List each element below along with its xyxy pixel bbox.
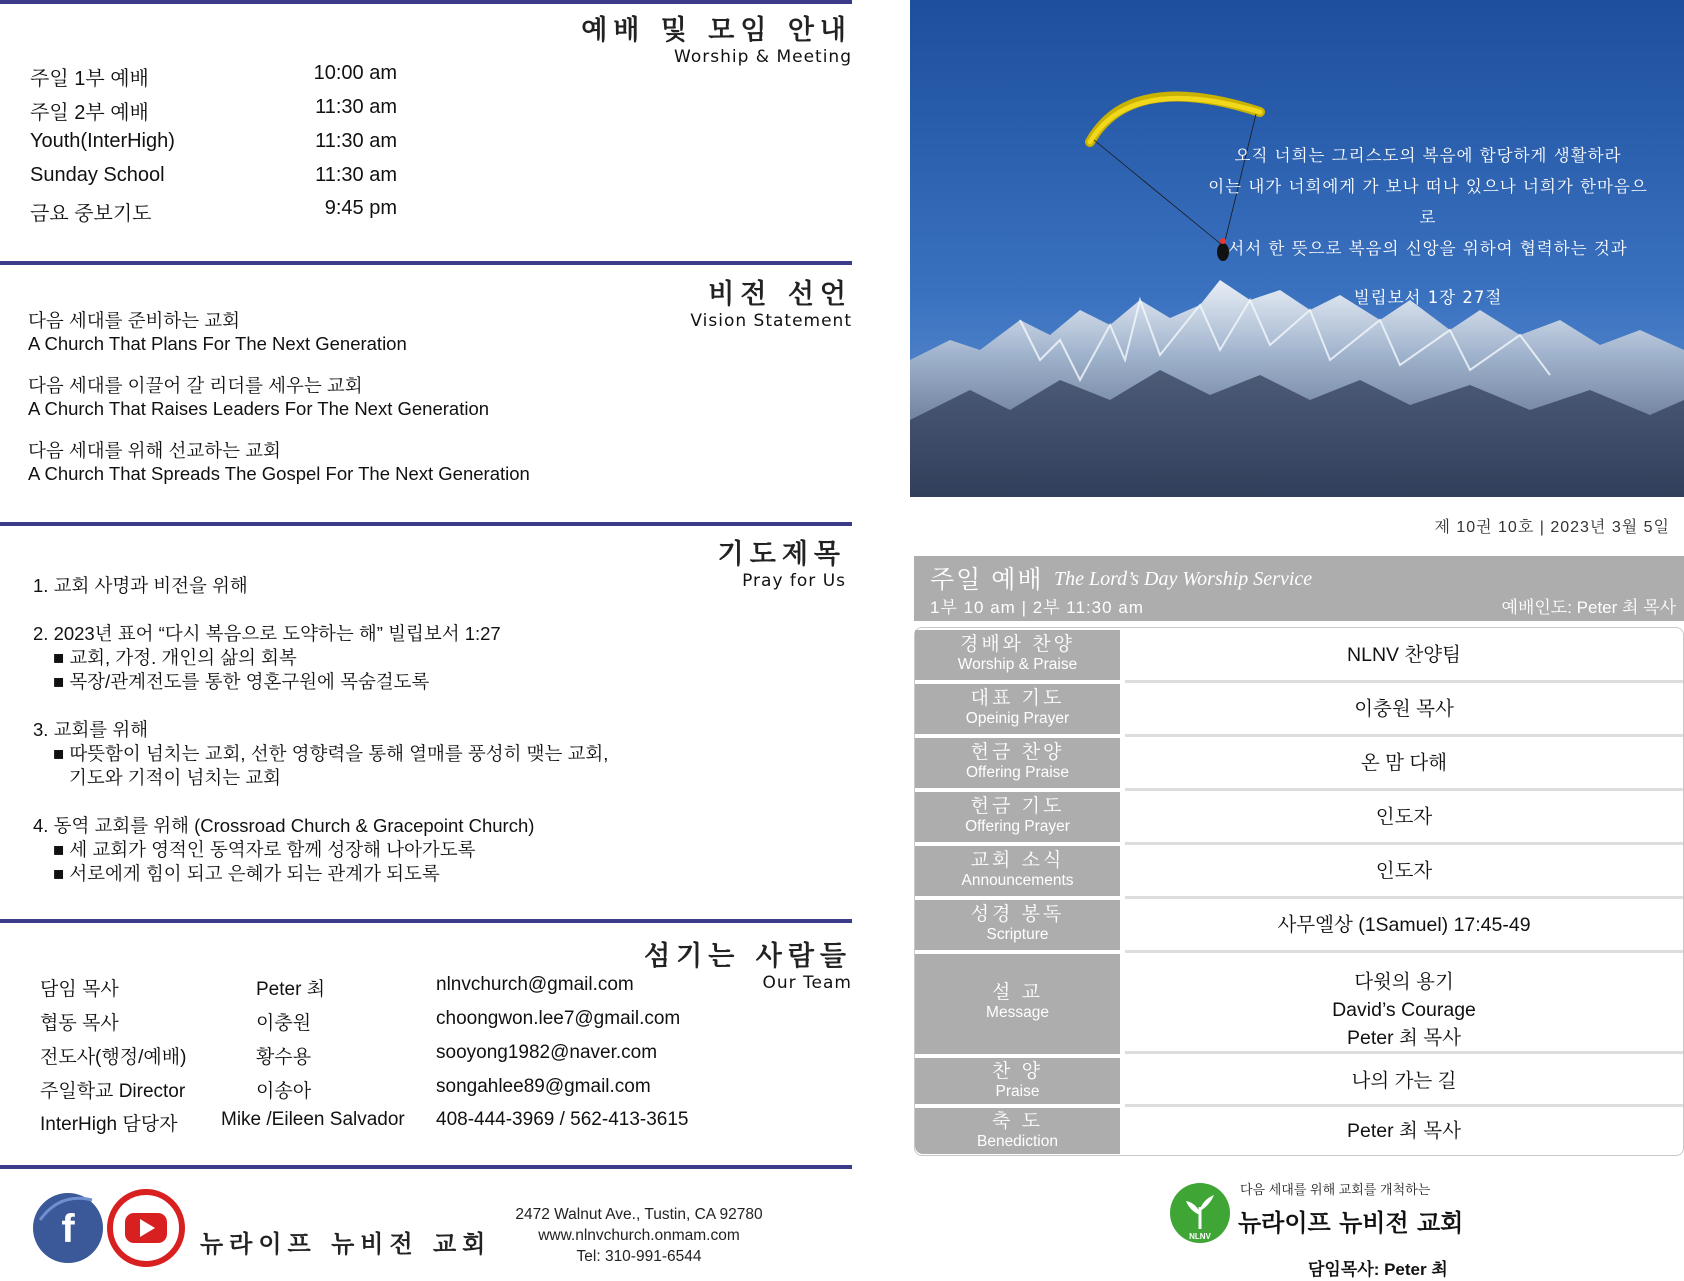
prayer-sub: ■ 따뜻함이 넘치는 교회, 선한 영향력을 통해 열매를 풍성히 맺는 교회, bbox=[53, 743, 609, 764]
team-member-row bbox=[40, 1109, 740, 1139]
section-rule bbox=[0, 1165, 852, 1169]
prayer-head: 1. 교회 사명과 비전을 위해 bbox=[33, 575, 248, 596]
vision-item bbox=[28, 439, 530, 485]
order-row bbox=[915, 1108, 1683, 1154]
order-label-ko: 축 도 bbox=[992, 1111, 1043, 1132]
church-address: 2472 Walnut Ave., Tustin, CA 92780 bbox=[515, 1206, 763, 1223]
order-label-ko: 설 교 bbox=[992, 982, 1043, 1003]
sermon-preacher: Peter 최 목사 bbox=[1347, 1027, 1461, 1049]
vision-title-en: Vision Statement bbox=[690, 311, 852, 331]
order-row bbox=[915, 954, 1683, 1054]
vision-en: A Church That Raises Leaders For The Next Generation bbox=[28, 398, 490, 419]
service-name: Youth(InterHigh) bbox=[30, 130, 175, 152]
team-role: 협동 목사 bbox=[40, 1013, 119, 1034]
team-role: 주일학교 Director bbox=[40, 1081, 186, 1102]
prayer-sub: ■ 목장/관계전도를 통한 영혼구원에 목숨걸도록 bbox=[53, 671, 430, 692]
team-name: 황수용 bbox=[256, 1047, 312, 1068]
verse-line: 오직 너희는 그리스도의 복음에 합당하게 생활하라 bbox=[1234, 146, 1622, 165]
service-name: 금요 중보기도 bbox=[30, 203, 152, 225]
order-label-en: Worship & Praise bbox=[957, 656, 1078, 673]
vision-en: A Church That Plans For The Next Generation bbox=[28, 333, 407, 354]
logo-pastor: 담임목사: Peter 최 bbox=[1308, 1260, 1448, 1279]
order-value: 이충원 목사 bbox=[1125, 684, 1683, 737]
team-member-row bbox=[40, 974, 740, 1004]
service-title-en: The Lord’s Day Worship Service bbox=[1054, 568, 1313, 590]
section-rule bbox=[0, 0, 852, 4]
team-name: Peter 최 bbox=[256, 979, 326, 1000]
logo-tagline: 다음 세대를 위해 교회를 개척하는 bbox=[1240, 1182, 1431, 1197]
section-rule bbox=[0, 919, 852, 923]
team-email[interactable]: sooyong1982@naver.com bbox=[436, 1042, 658, 1063]
section-rule bbox=[0, 261, 852, 265]
service-time: 11:30 am bbox=[315, 96, 397, 118]
order-label bbox=[915, 684, 1120, 734]
team-name: Mike /Eileen Salvador bbox=[221, 1109, 405, 1130]
service-time: 9:45 pm bbox=[324, 197, 397, 219]
order-value: 사무엘상 (1Samuel) 17:45-49 bbox=[1125, 900, 1683, 953]
order-label-ko: 대표 기도 bbox=[970, 688, 1065, 709]
order-label-ko: 헌금 찬양 bbox=[970, 742, 1065, 763]
order-value: 온 맘 다해 bbox=[1125, 738, 1683, 791]
order-row bbox=[915, 900, 1683, 950]
team-member-row bbox=[40, 1076, 740, 1106]
order-label bbox=[915, 792, 1120, 842]
service-time: 11:30 am bbox=[315, 164, 397, 186]
church-name: 뉴라이프 뉴비전 교회 bbox=[200, 1230, 492, 1258]
prayer-sub: ■ 서로에게 힘이 되고 은혜가 되는 관계가 되도록 bbox=[53, 863, 440, 884]
service-name: Sunday School bbox=[30, 164, 165, 186]
team-title-en: Our Team bbox=[762, 973, 852, 993]
service-name: 주일 2부 예배 bbox=[30, 102, 149, 124]
verse-line: 서서 한 뜻으로 복음의 신앙을 위하여 협력하는 것과 bbox=[1228, 239, 1628, 258]
order-label bbox=[915, 738, 1120, 788]
order-label-ko: 성경 봉독 bbox=[970, 904, 1065, 925]
prayer-sub: ■ 교회, 가정. 개인의 삶의 회복 bbox=[53, 647, 297, 668]
right-panel bbox=[910, 0, 1684, 1281]
church-contact bbox=[494, 1204, 784, 1267]
order-label bbox=[915, 954, 1120, 1054]
service-name: 주일 1부 예배 bbox=[30, 68, 149, 90]
order-label-en: Offering Praise bbox=[965, 764, 1070, 781]
nlnv-tree-icon bbox=[1168, 1181, 1232, 1245]
prayer-title-ko: 기도제목 bbox=[717, 539, 846, 570]
prayer-sub: 기도와 기적이 넘치는 교회 bbox=[69, 767, 282, 788]
vision-ko: 다음 세대를 준비하는 교회 bbox=[28, 310, 241, 331]
order-row bbox=[915, 792, 1683, 842]
church-tel: Tel: 310-991-6544 bbox=[576, 1248, 702, 1265]
order-label-en: Scripture bbox=[986, 926, 1049, 943]
team-email[interactable]: choongwon.lee7@gmail.com bbox=[436, 1008, 681, 1029]
prayer-heading bbox=[718, 532, 846, 591]
youtube-icon[interactable] bbox=[106, 1188, 186, 1268]
service-leader: 예배인도: Peter 최 목사 bbox=[1501, 598, 1676, 617]
section-rule bbox=[0, 522, 852, 526]
church-website[interactable]: www.nlnvchurch.onmam.com bbox=[538, 1227, 740, 1244]
prayer-head: 2. 2023년 표어 “다시 복음으로 도약하는 해” 빌립보서 1:27 bbox=[33, 623, 501, 644]
vision-en: A Church That Spreads The Gospel For The Next Generation bbox=[28, 463, 530, 484]
sermon-title-ko: 다윗의 용기 bbox=[1354, 971, 1454, 993]
order-label-ko: 경배와 찬양 bbox=[959, 634, 1076, 655]
team-name: 이송아 bbox=[256, 1081, 312, 1102]
team-role: InterHigh 담당자 bbox=[40, 1114, 178, 1135]
service-time: 11:30 am bbox=[315, 130, 397, 152]
team-phone[interactable]: 408-444-3969 / 562-413-3615 bbox=[436, 1109, 689, 1130]
order-label-en: Announcements bbox=[961, 872, 1074, 889]
prayer-title-en: Pray for Us bbox=[742, 571, 846, 591]
svg-text:f: f bbox=[61, 1207, 75, 1251]
team-email[interactable]: nlnvchurch@gmail.com bbox=[436, 974, 634, 995]
logo-badge: NLNV bbox=[1189, 1232, 1211, 1241]
issue-info: 제 10권 10호 | 2023년 3월 5일 bbox=[1434, 519, 1670, 536]
facebook-icon[interactable] bbox=[30, 1190, 106, 1266]
order-label bbox=[915, 846, 1120, 896]
service-times: 1부 10 am | 2부 11:30 am bbox=[930, 598, 1144, 617]
team-role: 담임 목사 bbox=[40, 979, 119, 1000]
order-label bbox=[915, 1108, 1120, 1154]
worship-meeting-heading bbox=[581, 8, 852, 67]
order-label bbox=[915, 1058, 1120, 1104]
order-value: NLNV 찬양팀 bbox=[1125, 630, 1683, 683]
order-value: 인도자 bbox=[1125, 846, 1683, 899]
service-title-ko: 주일 예배 bbox=[930, 566, 1044, 594]
order-value bbox=[1125, 954, 1683, 1054]
scripture-verse bbox=[1208, 140, 1648, 313]
order-row bbox=[915, 1058, 1683, 1104]
order-row bbox=[915, 630, 1683, 680]
order-value: Peter 최 목사 bbox=[1347, 1120, 1461, 1142]
vision-item bbox=[28, 309, 407, 355]
prayer-item bbox=[33, 574, 248, 598]
prayer-sub: ■ 세 교회가 영적인 동역자로 함께 성장해 나아가도록 bbox=[53, 839, 476, 860]
team-role: 전도사(행정/예배) bbox=[40, 1047, 187, 1068]
church-logo bbox=[1168, 1175, 1468, 1281]
team-member-row bbox=[40, 1008, 740, 1038]
order-value: 인도자 bbox=[1125, 792, 1683, 845]
worship-service-header bbox=[914, 556, 1684, 621]
prayer-head: 3. 교회를 위해 bbox=[33, 719, 149, 740]
order-value: 나의 가는 길 bbox=[1125, 1058, 1683, 1107]
team-title-ko: 섬기는 사람들 bbox=[644, 941, 852, 972]
worship-meeting-title-ko: 예배 및 모임 안내 bbox=[581, 15, 852, 46]
logo-church-name: 뉴라이프 뉴비전 교회 bbox=[1238, 1209, 1464, 1237]
church-footer bbox=[0, 1172, 852, 1281]
order-label-ko: 교회 소식 bbox=[970, 850, 1065, 871]
order-row bbox=[915, 684, 1683, 734]
order-label-en: Offering Prayer bbox=[965, 818, 1070, 835]
team-email[interactable]: songahlee89@gmail.com bbox=[436, 1076, 651, 1097]
prayer-item bbox=[33, 622, 501, 694]
verse-reference: 빌립보서 1장 27절 bbox=[1353, 288, 1503, 307]
vision-title-ko: 비전 선언 bbox=[708, 279, 852, 310]
hero-image bbox=[910, 0, 1684, 497]
prayer-item bbox=[33, 718, 608, 790]
order-label bbox=[915, 630, 1120, 680]
order-of-service bbox=[914, 627, 1684, 1156]
vision-ko: 다음 세대를 이끌어 갈 리더를 세우는 교회 bbox=[28, 375, 363, 396]
team-member-row bbox=[40, 1042, 740, 1072]
order-label-en: Opeinig Prayer bbox=[965, 710, 1070, 727]
order-label-en: Message bbox=[986, 1004, 1049, 1021]
vision-ko: 다음 세대를 위해 선교하는 교회 bbox=[28, 440, 281, 461]
verse-line: 이는 내가 너희에게 가 보나 떠나 있으나 너희가 한마음으로 bbox=[1208, 177, 1648, 227]
order-label-en: Praise bbox=[995, 1083, 1040, 1100]
order-row bbox=[915, 846, 1683, 896]
worship-meeting-title-en: Worship & Meeting bbox=[674, 47, 852, 67]
sermon-title-en: David’s Courage bbox=[1332, 999, 1476, 1021]
order-label bbox=[915, 900, 1120, 950]
order-label-ko: 찬 양 bbox=[992, 1061, 1043, 1082]
order-label-ko: 헌금 기도 bbox=[970, 796, 1065, 817]
service-time: 10:00 am bbox=[313, 62, 397, 84]
prayer-head: 4. 동역 교회를 위해 (Crossroad Church & Gracepoint Church) bbox=[33, 815, 535, 836]
vision-heading bbox=[690, 272, 852, 331]
vision-item bbox=[28, 374, 489, 420]
order-row bbox=[915, 738, 1683, 788]
order-label-en: Benediction bbox=[976, 1133, 1058, 1150]
prayer-item bbox=[33, 814, 534, 886]
team-name: 이충원 bbox=[256, 1013, 312, 1034]
